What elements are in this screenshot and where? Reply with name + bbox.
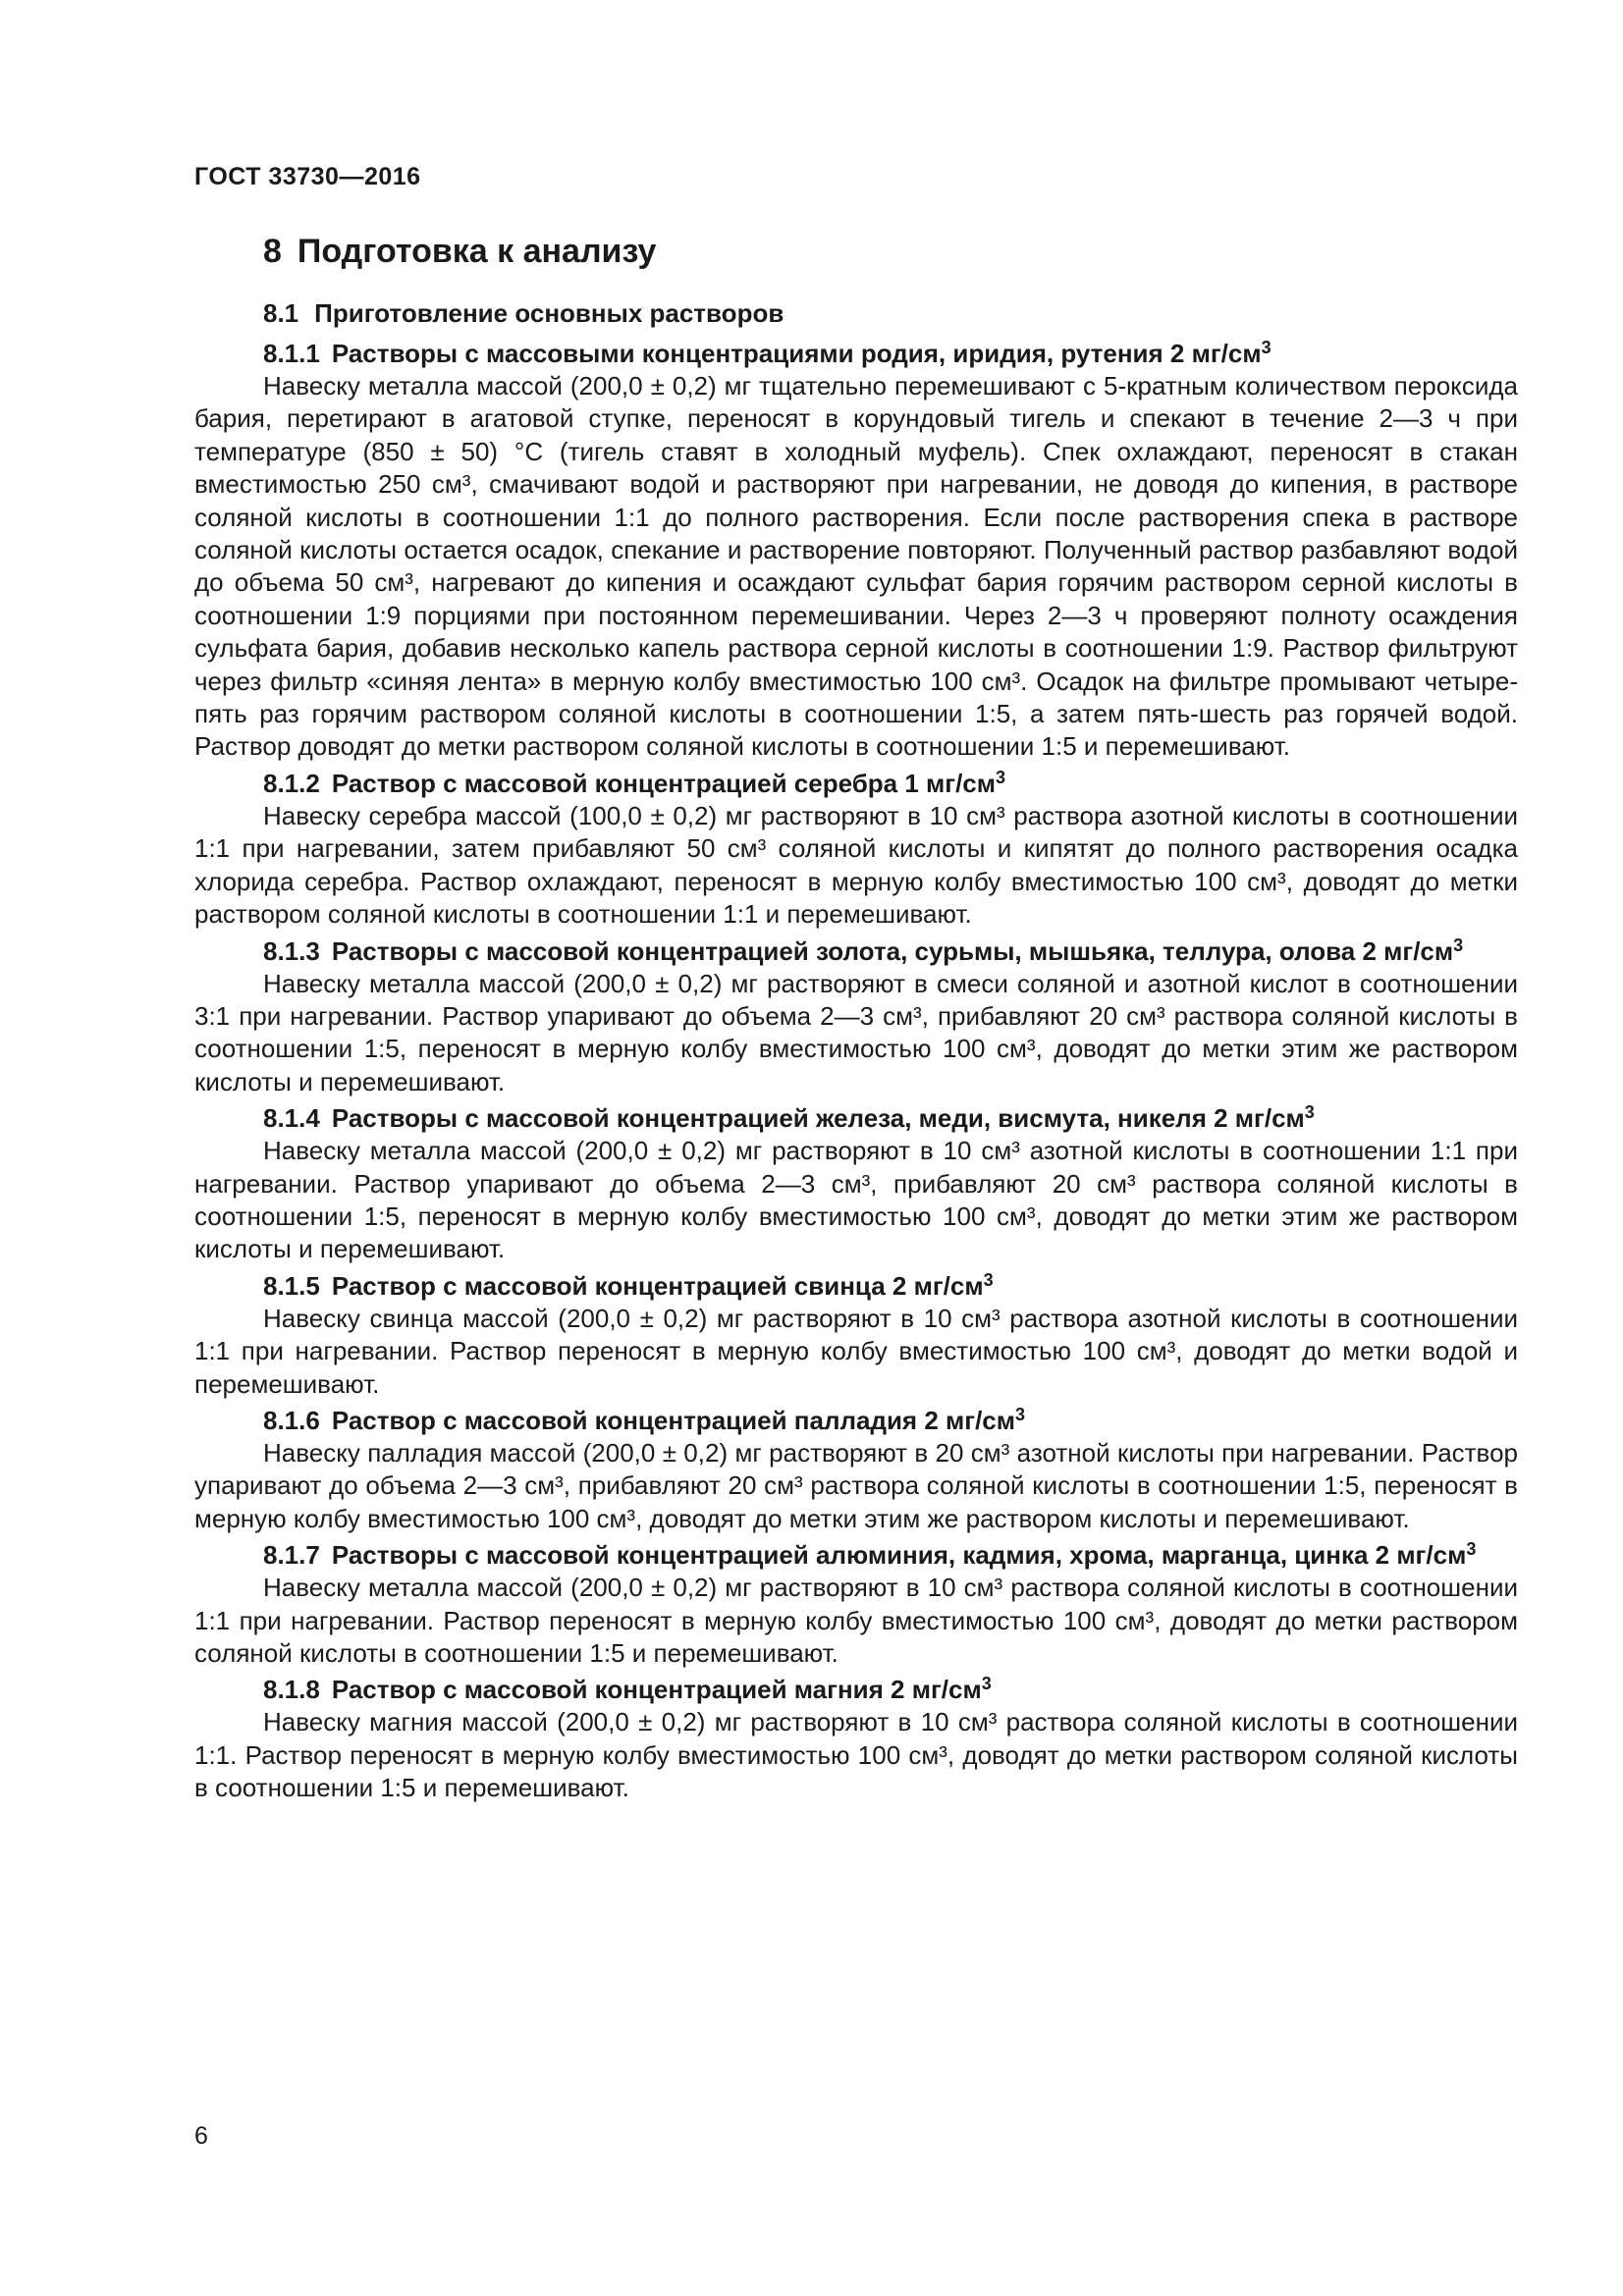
- subsection-heading: [263, 296, 1518, 330]
- page-content: [194, 232, 1518, 1809]
- item-8-1-5: [194, 1270, 1518, 1401]
- item-title: Раствор с массовой концентрацией палладия 2 мг/см: [331, 1405, 1015, 1435]
- item-body: Навеску металла массой (200,0 ± 0,2) мг растворяют в 10 см³ азотной кислоты в соотношении 1:1 при нагревании. Раствор упаривают до объема 2—3 см³, прибавляют 20 см³ раствора соляной кислоты в соотношении 1:5, переносят в мерную колбу вместимостью 100 см³, доводят до метки этим же раствором кислоты и перемешивают.: [194, 1136, 1518, 1264]
- item-8-1-1: [194, 338, 1518, 764]
- page-number: 6: [194, 2122, 208, 2150]
- item-title: Растворы с массовой концентрацией алюминия, кадмия, хрома, марганца, цинка 2 мг/см: [331, 1540, 1467, 1571]
- item-heading: [263, 768, 1518, 800]
- item-body: Навеску металла массой (200,0 ± 0,2) мг тщательно перемешивают с 5-кратным количеством пероксида бария, перетирают в агатовой ступке, переносят в корундовый тигель и спекают в течение 2—3 ч при температуре (850 ± 50) °С (тигель ставят в холодный муфель). Спек охлаждают, переносят в стакан вместимостью 250 см³, смачивают водой и растворяют при нагревании, не доводя до кипения, в растворе соляной кислоты в соотношении 1:1 до полного растворения. Если после растворения спека в растворе соляной кислоты остается осадок, спекание и растворение повторяют. Полученный раствор разбавляют водой до объема 50 см³, нагревают до кипения и осаждают сульфат бария горячим раствором серной кислоты в соотношении 1:9 порциями при постоянном перемешивании. Через 2—3 ч проверяют полноту осаждения сульфата бария, добавив несколько капель раствора серной кислоты в соотношении 1:9. Раствор фильтруют через фильтр «синяя лента» в мерную колбу вместимостью 100 см³. Осадок на фильтре промывают четыре-пять раз горячим раствором соляной кислоты в соотношении 1:5, а затем пять-шесть раз горячей водой. Раствор доводят до метки раствором соляной кислоты в соотношении 1:5 и перемешивают.: [194, 371, 1518, 762]
- item-body: Навеску магния массой (200,0 ± 0,2) мг растворяют в 10 см³ раствора соляной кислоты в соотношении 1:1. Раствор переносят в мерную колбу вместимостью 100 см³, доводят до метки раствором соляной кислоты в соотношении 1:5 и перемешивают.: [194, 1707, 1518, 1803]
- item-number: 8.1.4: [263, 1103, 320, 1134]
- item-8-1-6: [194, 1405, 1518, 1535]
- item-title: Растворы с массовой концентрацией золота, сурьмы, мышьяка, теллура, олова 2 мг/см: [331, 935, 1454, 966]
- item-body: Навеску палладия массой (200,0 ± 0,2) мг растворяют в 20 см³ азотной кислоты при нагревании. Раствор упаривают до объема 2—3 см³, прибавляют 20 см³ раствора соляной кислоты в соотношении 1:5, переносят в мерную колбу вместимостью 100 см³, доводят до метки этим же раствором кислоты и перемешивают.: [194, 1437, 1518, 1533]
- item-heading: [263, 1102, 1518, 1135]
- item-8-1-7: [194, 1539, 1518, 1670]
- item-number: 8.1.8: [263, 1675, 320, 1705]
- item-title: Растворы с массовой концентрацией железа, меди, висмута, никеля 2 мг/см: [331, 1103, 1305, 1134]
- item-body: Навеску металла массой (200,0 ± 0,2) мг растворяют в 10 см³ раствора соляной кислоты в соотношении 1:1 при нагревании. Раствор переносят в мерную колбу вместимостью 100 см³, доводят до метки раствором соляной кислоты в соотношении 1:5 и перемешивают.: [194, 1573, 1518, 1668]
- item-heading: [263, 1270, 1518, 1303]
- item-heading: [263, 338, 1518, 370]
- item-8-1-8: [194, 1674, 1518, 1804]
- item-8-1-3: [194, 935, 1518, 1099]
- item-title-sup: 3: [996, 767, 1006, 787]
- item-number: 8.1.7: [263, 1540, 320, 1571]
- document-header: ГОСТ 33730—2016: [194, 163, 421, 190]
- section-title: Подготовка к анализу: [297, 233, 657, 270]
- item-heading: [263, 1674, 1518, 1706]
- item-8-1-2: [194, 768, 1518, 932]
- item-heading: [263, 1539, 1518, 1572]
- item-title-sup: 3: [1453, 934, 1464, 955]
- item-title-sup: 3: [981, 1674, 992, 1694]
- item-title-sup: 3: [1261, 338, 1271, 357]
- item-title-sup: 3: [1466, 1539, 1477, 1560]
- item-title: Раствор с массовой концентрацией магния 2 мг/см: [331, 1675, 982, 1705]
- subsection-number: 8.1: [263, 298, 299, 328]
- item-title: Раствор с массовой концентрацией серебра 1 мг/см: [331, 768, 996, 798]
- item-title: Раствор с массовой концентрацией свинца 2 мг/см: [331, 1270, 984, 1301]
- item-number: 8.1.5: [263, 1270, 320, 1301]
- item-title: Растворы с массовыми концентрациями родия, иридия, рутения 2 мг/см: [331, 339, 1262, 368]
- item-number: 8.1.6: [263, 1405, 320, 1435]
- item-heading: [263, 935, 1518, 968]
- item-number: 8.1.1: [263, 339, 320, 368]
- item-body: Навеску серебра массой (100,0 ± 0,2) мг растворяют в 10 см³ раствора азотной кислоты в соотношении 1:1 при нагревании, затем прибавляют 50 см³ соляной кислоты и кипятят до полного растворения осадка хлорида серебра. Раствор охлаждают, переносят в мерную колбу вместимостью 100 см³, доводят до метки раствором соляной кислоты в соотношении 1:1 и перемешивают.: [194, 800, 1518, 930]
- item-title-sup: 3: [983, 1269, 994, 1290]
- item-title-sup: 3: [1304, 1102, 1315, 1123]
- item-body: Навеску металла массой (200,0 ± 0,2) мг растворяют в смеси соляной и азотной кислот в соотношении 3:1 при нагревании. Раствор упаривают до объема 2—3 см³, прибавляют 20 см³ раствора соляной кислоты в соотношении 1:5, переносят в мерную колбу вместимостью 100 см³, доводят до метки этим же раствором кислоты и перемешивают.: [194, 968, 1518, 1096]
- item-heading: [263, 1405, 1518, 1437]
- item-title-sup: 3: [1015, 1404, 1026, 1424]
- item-body: Навеску свинца массой (200,0 ± 0,2) мг растворяют в 10 см³ раствора азотной кислоты в соотношении 1:1 при нагревании. Раствор переносят в мерную колбу вместимостью 100 см³, доводят до метки водой и перемешивают.: [194, 1303, 1518, 1399]
- item-number: 8.1.2: [263, 768, 320, 798]
- subsection-title: Приготовление основных растворов: [314, 298, 784, 328]
- item-8-1-4: [194, 1102, 1518, 1266]
- item-number: 8.1.3: [263, 935, 320, 966]
- section-number: 8: [263, 233, 282, 270]
- section-heading: [263, 232, 1518, 271]
